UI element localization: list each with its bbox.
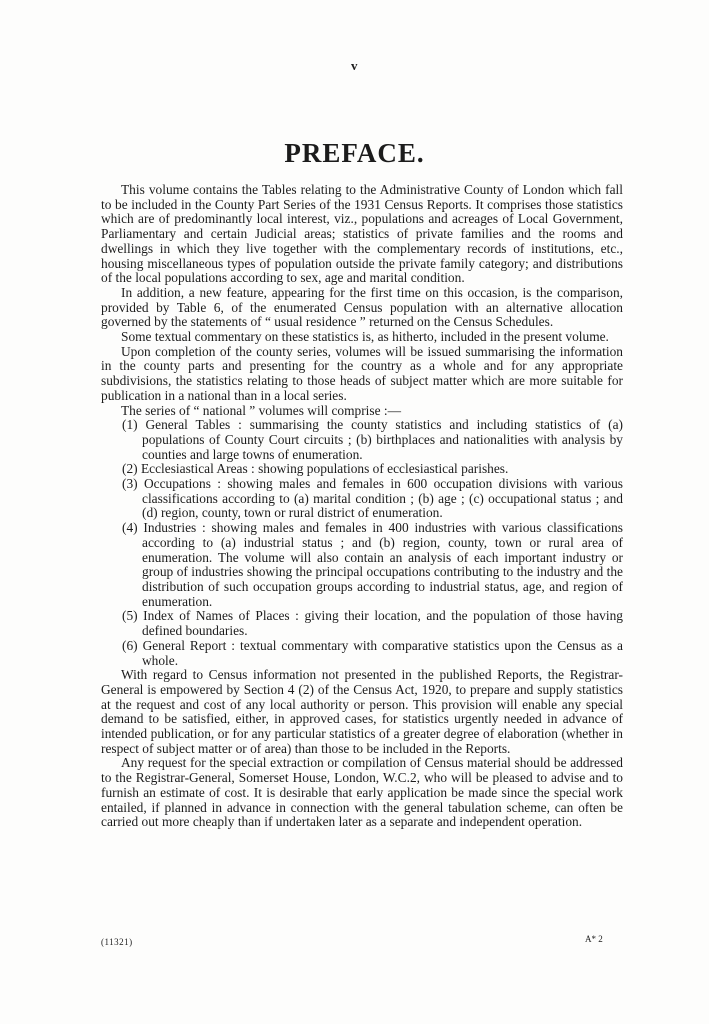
paragraph-new-feature: In addition, a new feature, appearing for the first time on this occasion, is the comparison, provided by Table 6, of the enumerated Census population with an alternative allocation governed by the statements of “ usual residence ” returned on the Census Schedules.: [101, 284, 623, 330]
list-item-ecclesiastical-areas: (2) Ecclesiastical Areas : showing populations of ecclesiastical parishes.: [122, 461, 509, 477]
paragraph-series-intro: The series of “ national ” volumes will comprise :—: [121, 402, 402, 418]
list-item-industries: (4) Industries : showing males and females in 400 industries with various classifications according to (a) industrial status ; and (b) region, county, town or rural area of enumeration. The volume will also contain an analysis of each important industry or group of industries showing the principal occupations contributing to the industry and the distribution of such occupation groups according to industrial status, age, and region of enumeration.: [122, 520, 623, 609]
paragraph-special-request: Any request for the special extraction or compilation of Census material should be addressed to the Registrar-General, Somerset House, London, W.C.2, who will be pleased to advise and to furnish an estimate of cost. It is desirable that early application be made since the special work entailed, if planned in advance in connection with the general tabulation scheme, can often be carried out more cheaply than if undertaken later as a separate and independent operation.: [101, 755, 623, 830]
national-volumes-list: [101, 418, 623, 668]
paragraph-commentary: Some textual commentary on these statistics is, as hitherto, included in the present volume.: [121, 329, 609, 345]
paragraph-census-information: With regard to Census information not presented in the published Reports, the Registrar-General is empowered by Section 4 (2) of the Census Act, 1920, to prepare and supply statistics at the request and cost of any local authority or person. This provision will enable any special demand to be satisfied, either, in approved cases, for statistics urgently needed in advance of intended publication, or for any particular statistics of a greater degree of elaboration (whether in respect of subject matter or of area) than those to be included in the Reports.: [101, 667, 623, 756]
paragraph-county-series: Upon completion of the county series, volumes will be issued summarising the information in the county parts and presenting for the country as a whole and for any appropriate subdivisions, the statistics relating to those heads of subject matter which are more suitable for publication in a national than in a local series.: [101, 343, 623, 403]
paragraph-intro: This volume contains the Tables relating to the Administrative County of London which fall to be included in the County Part Series of the 1931 Census Reports. It comprises those statistics which are of predominantly local interest, viz., populations and acreages of Local Government, Parliamentary and certain Judicial areas; statistics of private families and the rooms and dwellings in which they live together with the complementary records of institutions, etc., housing miscellaneous types of population outside the private family category; and distributions of the local populations according to sex, age and marital condition.: [101, 182, 623, 286]
page-number: v: [351, 58, 358, 73]
preface-body: [101, 183, 623, 830]
footer-print-code: (11321): [101, 937, 133, 947]
list-item-general-tables: (1) General Tables : summarising the county statistics and including statistics of (a) populations of County Court circuits ; (b) birthplaces and nationalities with analysis by counties and large towns of enumeration.: [122, 417, 623, 462]
list-item-index-of-places: (5) Index of Names of Places : giving their location, and the population of those having defined boundaries.: [122, 608, 623, 639]
list-item-occupations: (3) Occupations : showing males and females in 600 occupation divisions with various classifications according to (a) marital condition ; (b) age ; (c) occupational status ; and (d) region, county, town or rural district of enumeration.: [122, 476, 623, 521]
list-item-general-report: (6) General Report : textual commentary with comparative statistics upon the Census as a whole.: [122, 637, 623, 668]
page-title: PREFACE.: [284, 138, 425, 168]
footer-signature-mark: A* 2: [585, 934, 603, 944]
